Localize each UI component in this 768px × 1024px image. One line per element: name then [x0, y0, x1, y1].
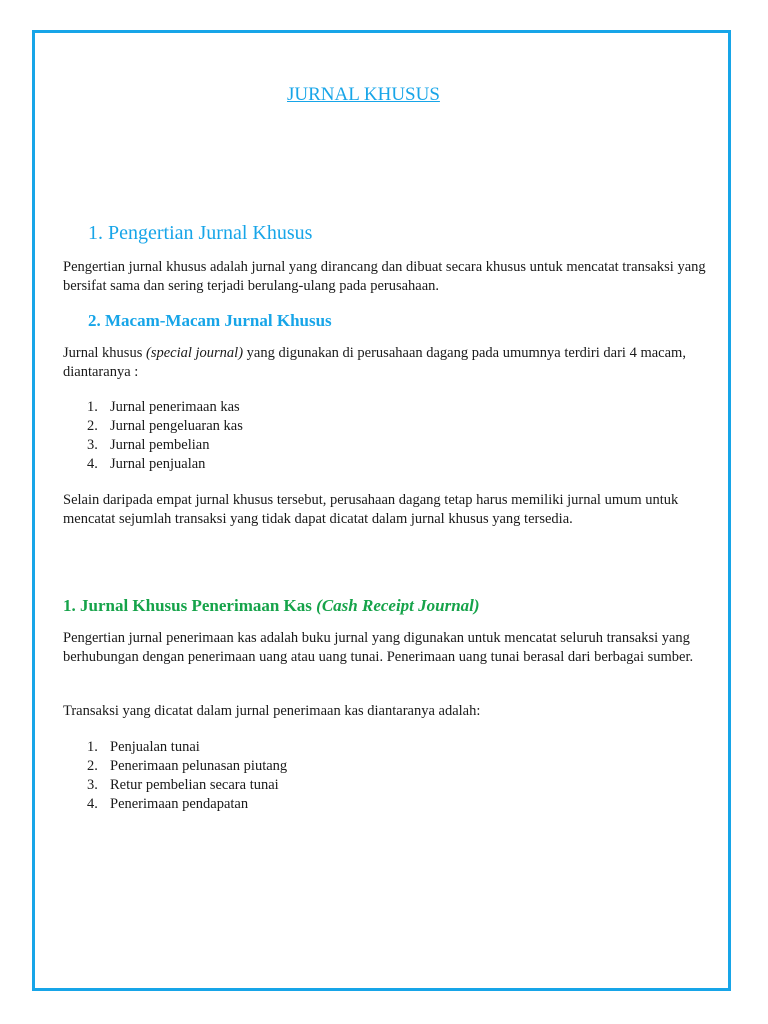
list-item-number: 3.: [87, 437, 98, 453]
list-item-number: 2.: [87, 758, 98, 774]
list-item-text: Jurnal pembelian: [110, 437, 210, 453]
list-item-text: Penerimaan pendapatan: [110, 796, 249, 812]
list-item: [63, 436, 243, 455]
journal-types-list: [63, 398, 243, 474]
list-item-text: Jurnal penerimaan kas: [110, 399, 240, 415]
list-item: [63, 757, 287, 776]
list-item-text: Penjualan tunai: [110, 739, 200, 755]
list-item: [63, 795, 287, 814]
list-item: [63, 776, 287, 795]
list-item-number: 4.: [87, 796, 98, 812]
transaction-types-list: [63, 738, 287, 814]
list-item: [63, 398, 243, 417]
intro-text-before: Jurnal khusus: [63, 345, 146, 361]
paragraph-macam-intro: [63, 344, 708, 382]
paragraph-macam-closing: Selain daripada empat jurnal khusus tersebut, perusahaan dagang tetap harus memiliki jurnal umum untuk mencatat sejumlah transaksi yang tidak dapat dicatat dalam jurnal khusus yang tersedia.: [63, 492, 679, 527]
intro-text-after: yang digunakan di perusahaan dagang pada umumnya terdiri dari 4 macam, diantaranya :: [63, 345, 686, 380]
section-heading-pengertian: 1. Pengertian Jurnal Khusus: [88, 222, 313, 244]
list-item-text: Retur pembelian secara tunai: [110, 777, 279, 793]
section-heading-penerimaan-kas: [63, 596, 480, 616]
list-item-text: Penerimaan pelunasan piutang: [110, 758, 288, 774]
list-item-number: 2.: [87, 418, 98, 434]
heading-italic-text: (Cash Receipt Journal): [316, 596, 480, 615]
list-item: [63, 417, 243, 436]
list-item: [63, 455, 243, 474]
intro-text-italic: (special journal): [145, 345, 244, 361]
document-title: JURNAL KHUSUS: [287, 84, 440, 105]
section-heading-macam: 2. Macam-Macam Jurnal Khusus: [88, 311, 332, 330]
list-item-number: 1.: [87, 739, 98, 755]
list-item-number: 4.: [87, 456, 98, 472]
paragraph-transaksi-intro: Transaksi yang dicatat dalam jurnal penerimaan kas diantaranya adalah:: [63, 703, 481, 719]
paragraph-penerimaan-kas: Pengertian jurnal penerimaan kas adalah buku jurnal yang digunakan untuk mencatat seluruh transaksi yang berhubungan dengan penerimaan uang atau uang tunai. Penerimaan uang tunai berasal dari berbagai sumber.: [63, 630, 694, 665]
list-item-text: Jurnal penjualan: [110, 456, 206, 472]
list-item-text: Jurnal pengeluaran kas: [110, 418, 243, 434]
list-item-number: 1.: [87, 399, 98, 415]
list-item: [63, 738, 287, 757]
heading-plain-text: 1. Jurnal Khusus Penerimaan Kas: [63, 596, 317, 615]
list-item-number: 3.: [87, 777, 98, 793]
paragraph-pengertian: Pengertian jurnal khusus adalah jurnal yang dirancang dan dibuat secara khusus untuk mencatat transaksi yang bersifat sama dan sering terjadi berulang-ulang pada perusahaan.: [63, 259, 706, 294]
